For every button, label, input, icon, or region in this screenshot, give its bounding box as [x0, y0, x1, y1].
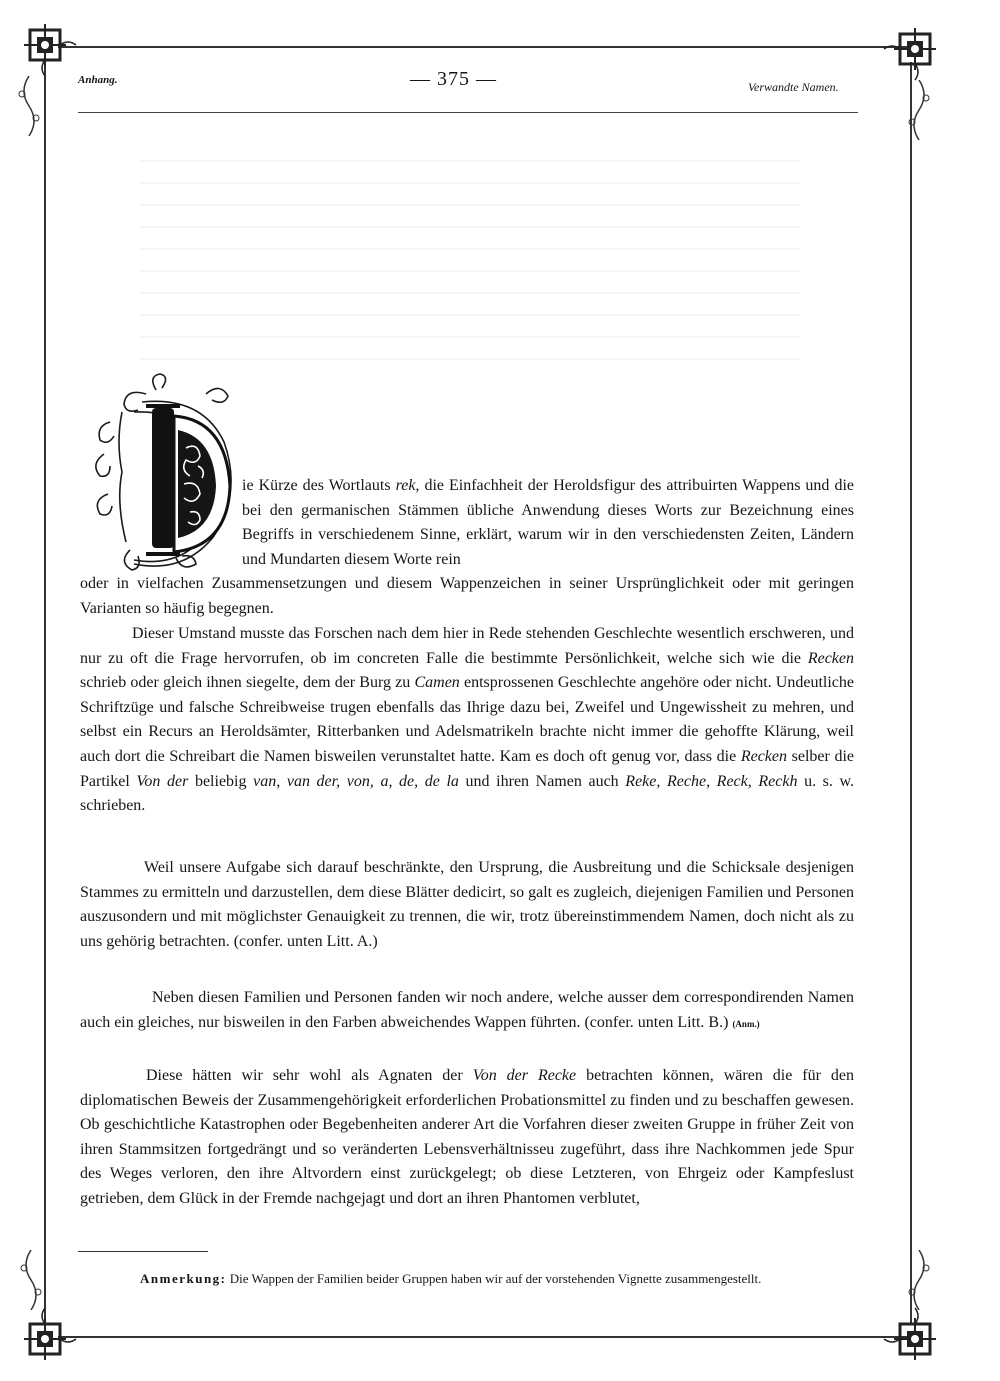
p4-text: Neben diesen Familien und Personen fanden wir noch andere, welche ausser dem correspondirenden Namen auch ein gleiches, nur bisweilen in den Farben abweichendes Wappen führten. (confer. unten Litt. B.)	[80, 989, 854, 1031]
p5-text-1: Diese hätten wir sehr wohl als Agnaten der	[146, 1067, 473, 1084]
paragraph-1-rest-a: die Einfachheit der Heroldsfigur des attribuirten Wappens und die bei den germanischen Stämmen übliche Anwendung dieses Worts zur Bezeichnung eines Begriffs in verschiedenem Sinne, erklärt, warum wir in den verschiedensten Zeiten, Ländern und Mundarten diesem Worte rein	[242, 477, 855, 568]
corner-ornament-top-left	[14, 14, 84, 84]
corner-ornament-top-right	[876, 18, 946, 88]
frame-left-border	[44, 62, 46, 1324]
footnote-rule	[78, 1251, 208, 1252]
paragraph-3: Weil unsere Aufgabe sich darauf beschränkte, den Ursprung, die Ausbreitung und die Schicksale desjenigen Stammes zu ermitteln und darzustellen, dem diese Blätter dedicirt, so galt es zugleich, diejenigen Familien und Personen auszusondern und mit möglichster Genauigkeit zu trennen, die wir, trotz übereinstimmendem Namen, doch nicht als zu uns gehörig betrachten. (confer. unten Litt. A.)	[80, 859, 854, 950]
paragraph-1-lead: ie Kürze des Wortlauts	[242, 477, 396, 494]
frame-top-border	[58, 46, 918, 48]
p2-italic-von-der: Von der	[136, 772, 189, 790]
word-rek: rek,	[395, 477, 420, 494]
ornamental-initial	[86, 372, 246, 582]
vine-ornament-left-bottom	[16, 1250, 46, 1310]
frame-right-border	[910, 62, 912, 1324]
frame-bottom-border	[58, 1336, 918, 1338]
running-header-right: Verwandte Namen.	[748, 80, 839, 94]
vine-ornament-right-bottom	[904, 1250, 934, 1310]
p2-text-7: u. s. w. schrieben.	[80, 772, 855, 815]
corner-ornament-bottom-right	[876, 1300, 946, 1370]
footnote-label: Anmerkung:	[140, 1271, 227, 1286]
p2-text-4: selber die Partikel	[80, 747, 855, 790]
p2-text-2: schrieb oder gleich ihnen siegelte, dem der Burg zu	[80, 674, 415, 692]
running-header-left: Anhang.	[78, 74, 118, 86]
p5-italic-von-der-recke: Von der Recke	[472, 1067, 577, 1084]
p2-italic-recken: Recken	[807, 649, 854, 667]
paragraph-1-wrapped	[242, 474, 854, 572]
vine-ornament-left-top	[14, 76, 44, 136]
p2-italic-particles: van, van der, von, a, de, de la	[253, 772, 459, 790]
paragraph-5	[80, 1064, 854, 1212]
page-number: — 375 —	[410, 68, 497, 90]
paragraph-1-continued: oder in vielfachen Zusammensetzungen und diesem Wappenzeichen in seiner Ursprünglichkeit oder mit geringen Varianten so häufig begegnen.	[80, 575, 854, 617]
p2-text-5: beliebig	[188, 772, 254, 790]
vine-ornament-right-top	[904, 80, 934, 140]
p2-text-1: Dieser Umstand musste das Forschen nach dem hier in Rede stehenden Geschlechte wesentlich erschweren, und nur zu oft die Frage hervorrufen, ob im concreten Falle die bestimmte Persönlichkeit, welche sich wie die	[80, 625, 854, 667]
p5-text-2: betrachten können, wären die für den diplomatischen Beweis der Zusammengehörigkeit erforderlichen Probationsmittel zu finden und zu beschaffen gewesen. Ob geschichtliche Katastrophen oder Begebenheiten anderer Art die Vorfahren dieser zweiten Gruppe in früher Zeit von ihren Stammsitzen fortgedrängt und so veränderten Lebensverhältnisseu zugeführt, dass ihre Nachkommen jede Spur des Weges verloren, den ihre Altvordern einst zurückgelegt; ob diese Letzteren, von Ehrgeiz oder Kampfeslust getrieben, dem Glück in der Fremde nachgejagt und dort an ihren Phantomen verblutet,	[80, 1067, 855, 1207]
p2-italic-name-variants: Reke, Reche, Reck, Reckh	[625, 772, 798, 790]
header-rule	[78, 112, 858, 113]
paragraph-2	[80, 622, 854, 819]
bleed-through-area	[140, 140, 800, 370]
footnote-text: Die Wappen der Familien beider Gruppen haben wir auf der vorstehenden Vignette zusammengestellt.	[226, 1271, 762, 1286]
p2-text-3: entsprossenen Geschlechte angehöre oder nicht. Undeutliche Schriftzüge und falsche Schreibweise trugen ebenfalls das Ihrige dazu bei, Zweifel und Ungewissheit zu mehren, und selbst ein Recurs an Heroldsämter, Ritterbanken und Adelsmatrikeln brachte nicht immer die gehoffte Klärung, weil auch dort die Schreibart die Namen bisweilen verunstaltet hatte. Kam es doch oft genug vor, dass die	[80, 674, 855, 765]
paragraph-4	[80, 986, 854, 1036]
footnote	[78, 1270, 858, 1288]
p2-italic-camen: Camen	[414, 674, 460, 692]
p2-italic-recken-2: Recken	[740, 747, 788, 765]
corner-ornament-bottom-left	[14, 1300, 84, 1370]
p2-text-6: und ihren Namen auch	[458, 772, 626, 790]
footnote-reference: (Anm.)	[732, 1018, 760, 1029]
